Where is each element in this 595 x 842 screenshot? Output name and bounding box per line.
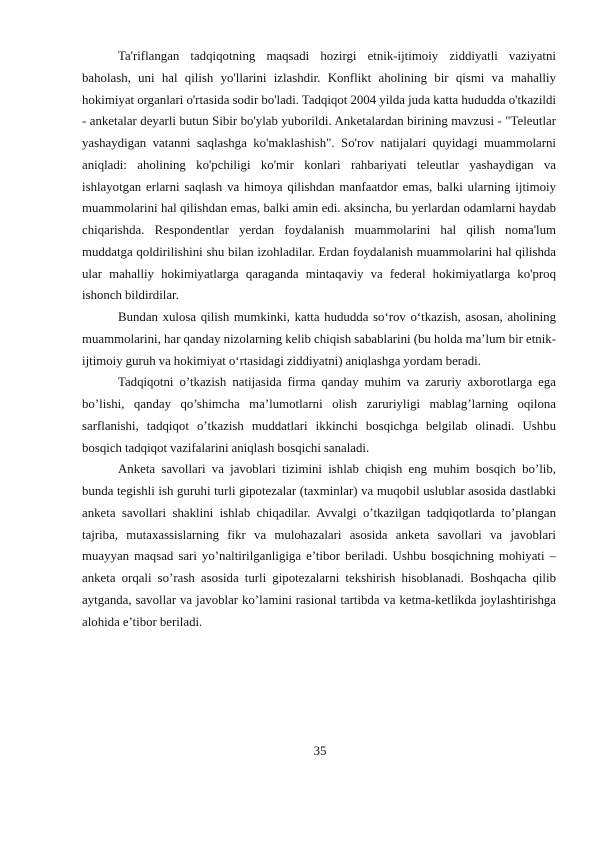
body-text	[82, 46, 556, 633]
page-number: 35	[313, 744, 327, 758]
paragraph-3: Tadqiqotni o’tkazish natijasida firma qanday muhim va zaruriy axborotlarga ega bo’lishi, qanday qo’shimcha ma’lumotlarni olish zaruriyligi mablag’larning oqilona sarflanishi, tadqiqot o’tkazish muddatlari ikkinchi bosqichga belgilab olinadi. Ushbu bosqich tadqiqot vazifalarini aniqlash bosqichi sanaladi.	[82, 375, 556, 455]
paragraph-4: Anketa savollari va javoblari tizimini ishlab chiqish eng muhim bosqich bo’lib, bunda tegishli ish guruhi turli gipotezalar (taxminlar) va muqobil uslublar asosida dastlabki anketa savollari shaklini ishlab chiqadilar. Avvalgi o’tkazilgan tadqiqotlarda to’plangan tajriba, mutaxassislarning fikr va mulohazalari asosida anketa savollari va javoblari muayyan maqsad sari yo’naltirilganligiga e’tibor beriladi. Ushbu bosqichning mohiyati – anketa orqali so’rash asosida turli gipotezalarni tekshirish hisoblanadi. Boshqacha qilib aytganda, savollar va javoblar ko’lamini rasional tartibda va ketma-ketlikda joylashtirishga alohida e’tibor beriladi.	[82, 462, 556, 629]
paragraph-2: Bundan xulosa qilish mumkinki, katta hududda so‘rov o‘tkazish, asosan, aholining muammolarini, har qanday nizolarning kelib chiqish sabablarini (bu holda ma’lum bir etnik-ijtimoiy guruh va hokimiyat o‘rtasidagi ziddiyatni) aniqlashga yordam beradi.	[82, 310, 556, 368]
paragraph-1: Ta'riflangan tadqiqotning maqsadi hozirgi etnik-ijtimoiy ziddiyatli vaziyatni baholash, uni hal qilish yo'llarini izlashdir. Konflikt aholining bir qismi va mahalliy hokimiyat organlari o'rtasida sodir bo'ladi. Tadqiqot 2004 yilda juda katta hududda o'tkazildi - anketalar deyarli butun Sibir bo'ylab yuborildi. Anketalardan birining mavzusi - "Teleutlar yashaydigan vatanni saqlashga ko'maklashish". So'rov natijalari quyidagi muammolarni aniqladi: aholining ko'pchiligi ko'mir konlari rahbariyati teleutlar yashaydigan va ishlayotgan erlarni saqlash va himoya qilishdan manfaatdor emas, balki ularning ijtimoiy muammolarini hal qilishdan emas, balki amin edi. aksincha, bu yerlardan odamlarni haydab chiqarishda. Respondentlar yerdan foydalanish muammolarini hal qilish noma'lum muddatga qoldirilishini shu bilan izohladilar. Erdan foydalanish muammolarini hal qilishda ular mahalliy hokimiyatlarga qaraganda mintaqaviy va federal hokimiyatlarga ko'proq ishonch bildirdilar.	[82, 49, 556, 303]
